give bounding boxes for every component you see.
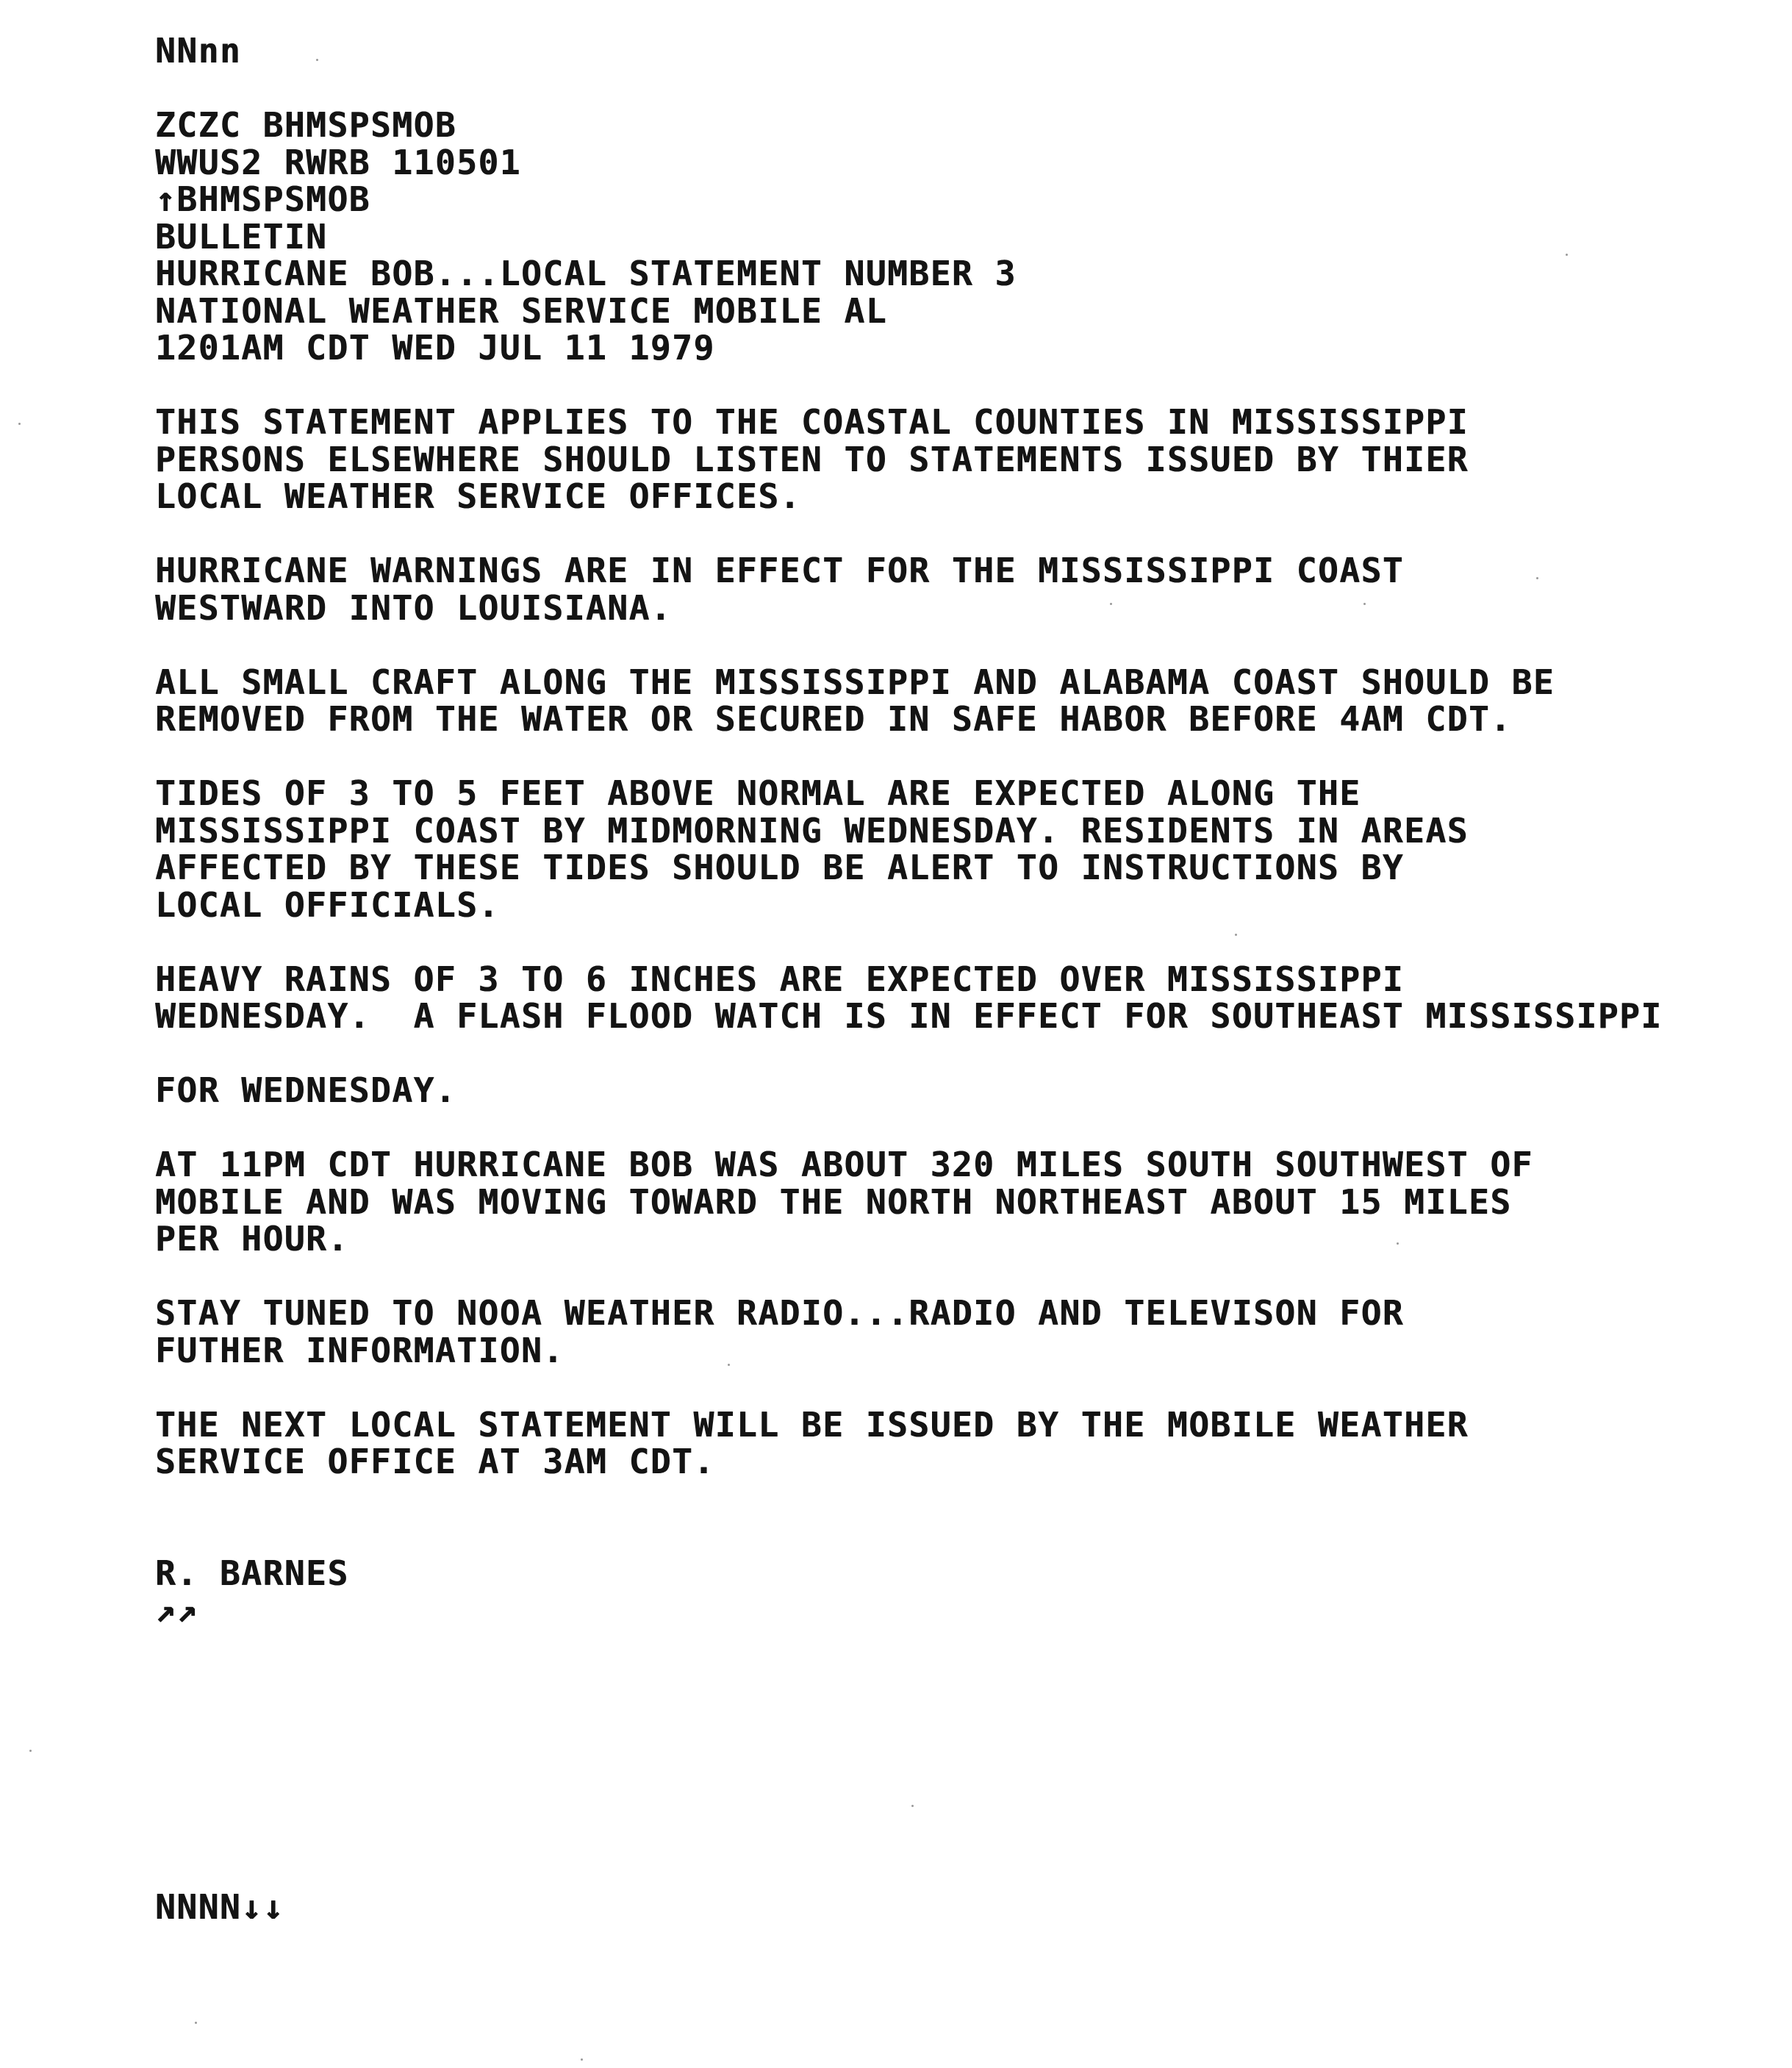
header-line-issue-time: 1201AM CDT WED JUL 11 1979 [155,328,715,368]
paragraph-line: HEAVY RAINS OF 3 TO 6 INCHES ARE EXPECTED OVER MISSISSIPPI [155,959,1405,999]
message-header [155,107,1757,367]
header-line-office: NATIONAL WEATHER SERVICE MOBILE AL [155,290,888,331]
paragraph-tides [155,775,1757,923]
paragraph-stay-tuned [155,1295,1757,1369]
line-gap [155,1517,1757,1555]
paragraph-next-statement [155,1406,1757,1481]
scan-speck [1235,934,1237,936]
end-marks: ↗↗ [155,1590,198,1630]
scan-speck [1566,254,1568,256]
paragraph-line: THIS STATEMENT APPLIES TO THE COASTAL COUNTIES IN MISSISSIPPI [155,402,1469,442]
paragraph-line: REMOVED FROM THE WATER OR SECURED IN SAFE HABOR BEFORE 4AM CDT. [155,699,1512,739]
line-gap [155,515,1757,553]
paragraph-line: THE NEXT LOCAL STATEMENT WILL BE ISSUED BY THE MOBILE WEATHER [155,1404,1469,1445]
paragraph-line: WESTWARD INTO LOUISIANA. [155,587,673,628]
paragraph-line: HURRICANE WARNINGS ARE IN EFFECT FOR THE MISSISSIPPI COAST [155,551,1405,590]
paragraph-small-craft [155,664,1757,738]
scan-speck [1397,1242,1399,1245]
paragraph-line: AT 11PM CDT HURRICANE BOB WAS ABOUT 320 MILES SOUTH SOUTHWEST OF [155,1145,1533,1184]
line-gap [155,1629,1757,1667]
paragraph-line: WEDNESDAY. A FLASH FLOOD WATCH IS IN EFFECT FOR SOUTHEAST MISSISSIPPI [155,996,1663,1036]
line-gap [155,1666,1757,1703]
paragraph-line: ALL SMALL CRAFT ALONG THE MISSISSIPPI AND ALABAMA COAST SHOULD BE [155,662,1555,702]
line-gap [155,738,1757,776]
header-line-bulletin: BULLETIN [155,216,328,257]
scan-speck [18,423,21,425]
paragraph-line: TIDES OF 3 TO 5 FEET ABOVE NORMAL ARE EXPECTED ALONG THE [155,773,1361,813]
line-gap [155,1740,1757,1778]
line-gap [155,1258,1757,1295]
paragraph-line: SERVICE OFFICE AT 3AM CDT. [155,1442,715,1481]
paragraph-coastal-counties [155,404,1757,515]
paragraph-line: PER HOUR. [155,1219,349,1259]
scan-speck [1536,577,1538,579]
paragraph-for-wednesday [155,1072,1757,1109]
paragraph-line: MOBILE AND WAS MOVING TOWARD THE NORTH NORTHEAST ABOUT 15 MILES [155,1181,1512,1222]
scan-speck [1363,603,1366,605]
scan-speck [29,1750,32,1752]
paragraph-heavy-rains [155,961,1757,1035]
line-gap [155,1035,1757,1073]
scan-speck [728,1364,730,1366]
scan-speck [1110,603,1112,605]
scan-speck [316,59,318,61]
top-marker: NNnn [155,31,242,71]
line-gap [155,70,1757,107]
header-line-start-code: ZCZC BHMSPSMOB [155,105,457,145]
signature: R. BARNES [155,1553,349,1593]
paragraph-line: AFFECTED BY THESE TIDES SHOULD BE ALERT TO INSTRUCTIONS BY [155,848,1405,887]
paragraph-hurricane-warnings [155,552,1757,626]
line-gap [155,1703,1757,1741]
header-line-title: HURRICANE BOB...LOCAL STATEMENT NUMBER 3 [155,254,1017,293]
line-gap [155,1109,1757,1147]
line-gap [155,923,1757,961]
paragraph-line: STAY TUNED TO NOOA WEATHER RADIO...RADIO AND TELEVISON FOR [155,1293,1405,1333]
line-gap [155,1814,1757,1852]
paragraph-storm-position [155,1146,1757,1258]
line-gap [155,367,1757,404]
footer-marker: NNNN↓↓ [155,1887,284,1927]
teletype-document [155,32,1757,1926]
paragraph-line: LOCAL WEATHER SERVICE OFFICES. [155,476,801,516]
header-line-awips-id: ↑BHMSPSMOB [155,179,370,219]
paragraph-line: FUTHER INFORMATION. [155,1330,565,1370]
line-gap [155,1852,1757,1889]
scan-speck [195,2022,197,2024]
line-gap [155,626,1757,664]
line-gap [155,1778,1757,1815]
paragraph-line: PERSONS ELSEWHERE SHOULD LISTEN TO STATEMENTS ISSUED BY THIER [155,439,1469,479]
line-gap [155,1369,1757,1406]
scan-speck [911,1805,914,1807]
header-line-wmo-heading: WWUS2 RWRB 110501 [155,142,522,182]
paragraph-line: LOCAL OFFICIALS. [155,884,500,925]
line-gap [155,1481,1757,1518]
paragraph-line: MISSISSIPPI COAST BY MIDMORNING WEDNESDAY. RESIDENTS IN AREAS [155,810,1469,851]
paragraph-line: FOR WEDNESDAY. [155,1070,457,1110]
scan-speck [581,2058,583,2061]
